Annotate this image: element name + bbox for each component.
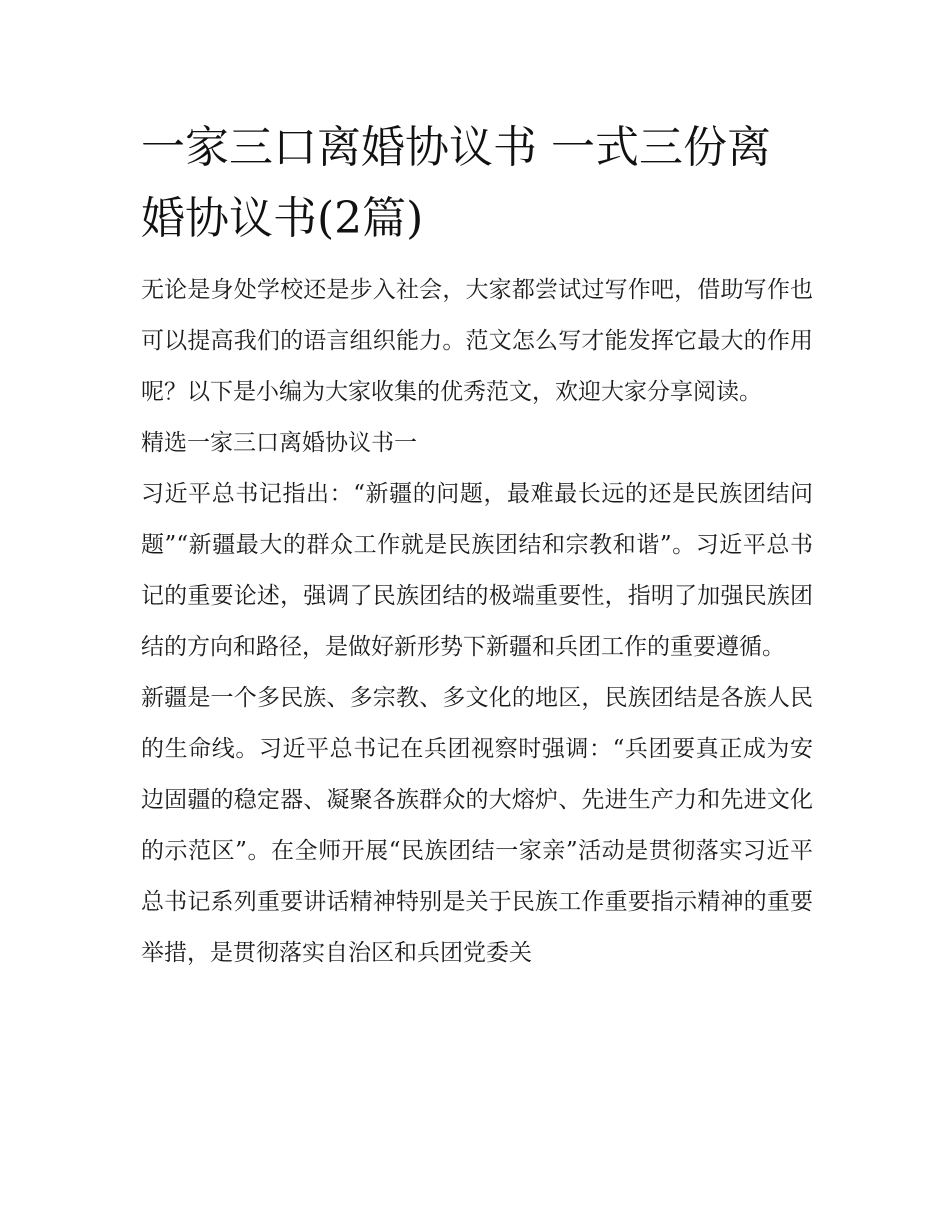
section-heading: 精选一家三口离婚协议书一: [141, 430, 417, 456]
body-paragraph: 新疆是一个多民族、多宗教、多文化的地区，民族团结是各族人民的生命线。习近平总书记在兵团视察时强调：“兵团要真正成为安边固疆的稳定器、凝聚各族群众的大熔炉、先进生产力和先进文化的示范区”。在全师开展“民族团结一家亲”活动是贯彻落实习近平总书记系列重要讲话精神特别是关于民族工作重要指示精神的重要举措，是贯彻落实自治区和兵团党委关: [141, 685, 813, 966]
body-paragraph: 习近平总书记指出：“新疆的问题，最难最长远的还是民族团结问题”“新疆最大的群众工作就是民族团结和宗教和谐”。习近平总书记的重要论述，强调了民族团结的极端重要性，指明了加强民族团结的方向和路径，是做好新形势下新疆和兵团工作的重要遵循。: [141, 481, 813, 660]
intro-paragraph: 无论是身处学校还是步入社会，大家都尝试过写作吧，借助写作也可以提高我们的语言组织能力。范文怎么写才能发挥它最大的作用呢？以下是小编为大家收集的优秀范文，欢迎大家分享阅读。: [141, 277, 813, 405]
document-title: 一家三口离婚协议书 一式三份离婚协议书(2篇): [141, 122, 771, 244]
document-body: [141, 265, 813, 979]
document-content: [141, 112, 813, 979]
